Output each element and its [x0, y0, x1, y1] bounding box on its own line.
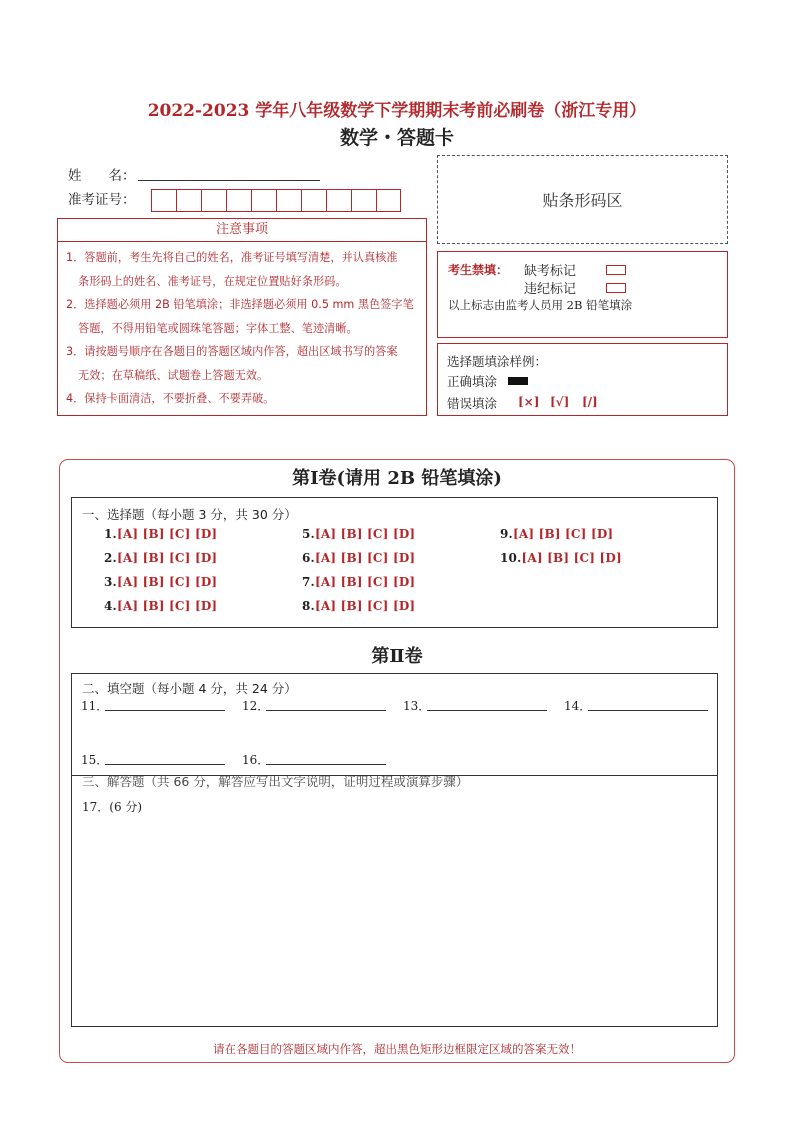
choice-question[interactable]: 10.[A] [B] [C] [D]	[500, 551, 622, 565]
choice-question[interactable]: 9.[A] [B] [C] [D]	[500, 527, 614, 541]
solve-heading: 三、解答题（共 66 分，解答应写出文字说明，证明过程或演算步骤）	[82, 774, 469, 789]
name-label: 姓 名：	[68, 168, 136, 184]
answer-blank[interactable]	[105, 764, 225, 765]
blank-number: 16．	[242, 753, 270, 767]
barcode-area	[437, 155, 728, 244]
forbidden-note: 以上标志由监考人员用 2B 铅笔填涂	[448, 298, 633, 312]
id-digit-box[interactable]	[326, 189, 351, 212]
forbidden-fill-box	[437, 251, 728, 338]
notice-item	[66, 340, 418, 387]
notice-line: 条形码上的姓名、准考证号，在规定位置贴好条形码。	[78, 274, 347, 288]
name-field[interactable]	[138, 180, 320, 181]
notice-line: 答题，不得用铅笔或圆珠笔答题；字体工整、笔迹清晰。	[78, 321, 358, 335]
id-digit-box[interactable]	[251, 189, 276, 212]
violation-mark-box[interactable]	[606, 283, 626, 293]
choice-question[interactable]: 4.[A] [B] [C] [D]	[104, 599, 218, 613]
wrong-mark-check: [√]	[550, 395, 570, 409]
wrong-mark-x: [×]	[518, 395, 540, 409]
question-17-label: 17．(6 分)	[82, 800, 143, 814]
choice-question[interactable]: 8.[A] [B] [C] [D]	[302, 599, 416, 613]
id-digit-box[interactable]	[276, 189, 301, 212]
id-label: 准考证号：	[68, 192, 136, 208]
barcode-label: 贴条形码区	[542, 191, 623, 210]
answer-blank[interactable]	[588, 710, 708, 711]
fill-example-box	[437, 343, 728, 416]
correct-fill-label: 正确填涂	[447, 374, 498, 389]
correct-fill-sample	[508, 377, 528, 385]
forbidden-label: 考生禁填：	[448, 263, 509, 277]
notice-line: 4．保持卡面清洁，不要折叠、不要弄破。	[66, 392, 275, 405]
id-digit-box[interactable]	[176, 189, 201, 212]
answer-blank[interactable]	[266, 764, 386, 765]
choice-question[interactable]: 1.[A] [B] [C] [D]	[104, 527, 218, 541]
part1-title: 第Ⅰ卷(请用 2B 铅笔填涂)	[292, 468, 502, 489]
example-heading: 选择题填涂样例：	[447, 354, 548, 369]
absent-mark-box[interactable]	[606, 265, 626, 275]
absent-mark-label: 缺考标记	[524, 264, 577, 279]
wrong-fill-label: 错误填涂	[447, 396, 498, 411]
id-digit-box[interactable]	[351, 189, 376, 212]
id-digit-box[interactable]	[151, 189, 176, 212]
notice-line: 2．选择题必须用 2B 铅笔填涂；非选择题必须用 0.5 mm 黑色签字笔	[66, 298, 414, 311]
blank-number: 14．	[564, 699, 592, 713]
choice-question[interactable]: 6.[A] [B] [C] [D]	[302, 551, 416, 565]
fill-heading: 二、填空题（每小题 4 分，共 24 分）	[82, 681, 297, 696]
notice-body	[57, 242, 427, 416]
notice-item	[66, 387, 418, 411]
notice-item	[66, 293, 418, 340]
answer-blank[interactable]	[427, 710, 547, 711]
page-title: 2022-2023 学年八年级数学下学期期末考前必刷卷（浙江专用）	[147, 101, 647, 121]
notice-line: 无效；在草稿纸、试题卷上答题无效。	[78, 368, 269, 382]
violation-mark-label: 违纪标记	[524, 282, 577, 297]
blank-number: 15．	[81, 753, 109, 767]
choice-heading: 一、选择题（每小题 3 分，共 30 分）	[82, 507, 297, 522]
id-digit-box[interactable]	[201, 189, 226, 212]
choice-question[interactable]: 2.[A] [B] [C] [D]	[104, 551, 218, 565]
blank-number: 12．	[242, 699, 270, 713]
answer-blank[interactable]	[266, 710, 386, 711]
exam-id-boxes[interactable]	[151, 189, 401, 212]
notice-item	[66, 246, 418, 293]
fill-blank-section	[71, 673, 718, 776]
notice-heading: 注意事项	[57, 218, 427, 242]
page-subtitle: 数学・答题卡	[339, 127, 454, 149]
notice-line: 3．请按题号顺序在各题目的答题区域内作答，超出区域书写的答案	[66, 345, 398, 358]
choice-section	[71, 497, 718, 628]
solve-section[interactable]	[71, 775, 718, 1027]
choice-question[interactable]: 5.[A] [B] [C] [D]	[302, 527, 416, 541]
blank-number: 13．	[403, 699, 431, 713]
id-digit-box[interactable]	[226, 189, 251, 212]
choice-question[interactable]: 7.[A] [B] [C] [D]	[302, 575, 416, 589]
id-digit-box[interactable]	[376, 189, 401, 212]
blank-number: 11．	[81, 699, 109, 713]
wrong-mark-slash: [/]	[582, 395, 598, 409]
choice-question[interactable]: 3.[A] [B] [C] [D]	[104, 575, 218, 589]
part2-title: 第Ⅱ卷	[371, 646, 423, 667]
footer-note: 请在各题目的答题区域内作答，超出黑色矩形边框限定区域的答案无效！	[213, 1042, 581, 1056]
id-digit-box[interactable]	[301, 189, 326, 212]
answer-blank[interactable]	[105, 710, 225, 711]
notice-line: 1．答题前，考生先将自己的姓名，准考证号填写清楚，并认真核准	[66, 251, 398, 264]
